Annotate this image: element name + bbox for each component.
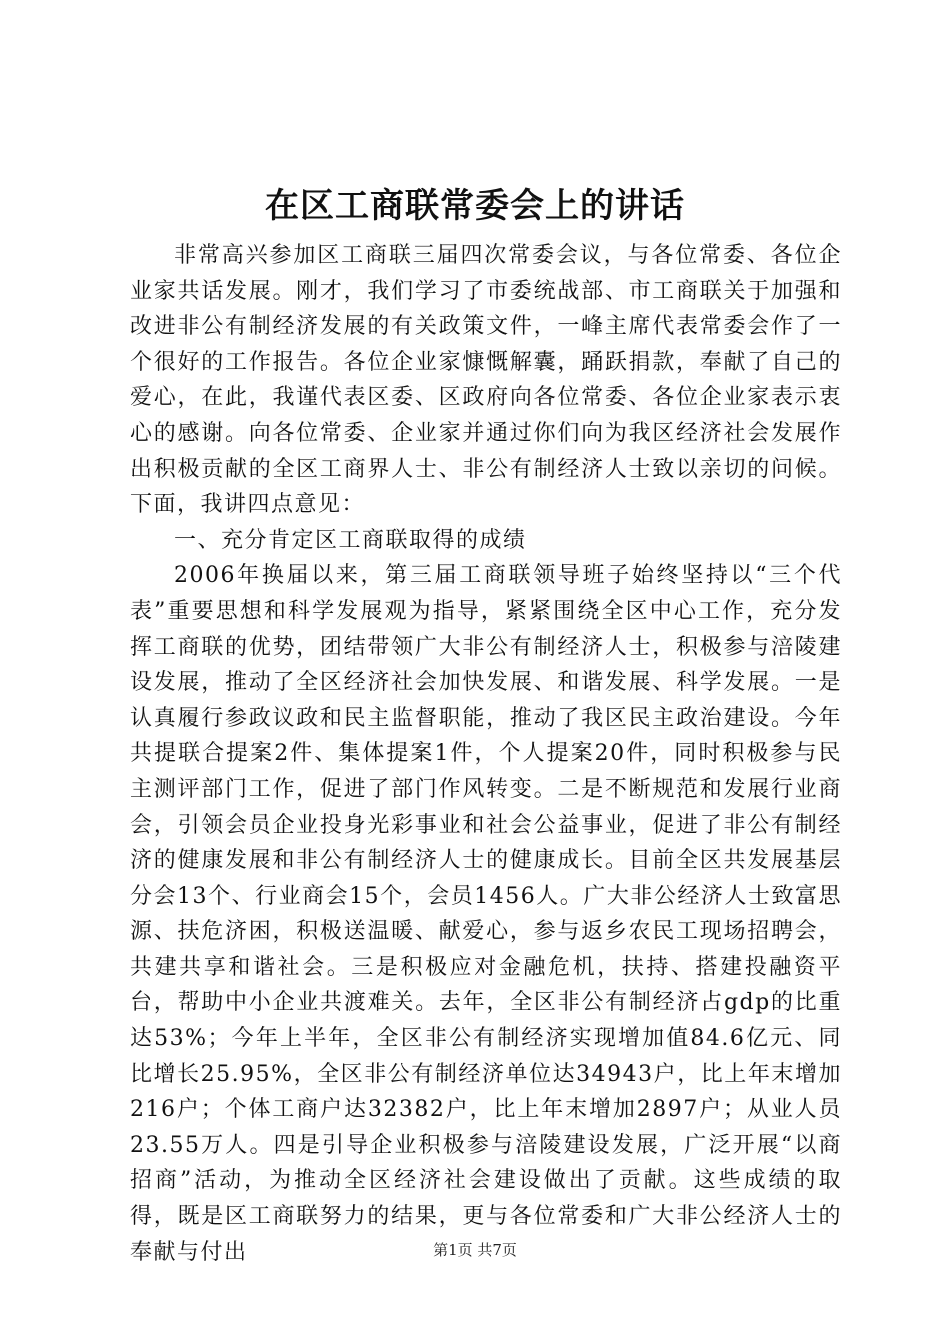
section-heading-1: 一、充分肯定区工商联取得的成绩 [174, 527, 527, 553]
document-body [130, 238, 842, 1270]
paragraph-intro: 非常高兴参加区工商联三届四次常委会议，与各位常委、各位企业家共话发展。刚才，我们学习了市委统战部、市工商联关于加强和改进非公有制经济发展的有关政策文件，一峰主席代表常委会作了一个很好的工作报告。各位企业家慷慨解囊，踊跃捐款，奉献了自己的爱心，在此，我谨代表区委、区政府向各位常委、各位企业家表示衷心的感谢。向各位常委、企业家并通过你们向为我区经济社会发展作出积极贡献的全区工商界人士、非公有制经济人士致以亲切的问候。下面，我讲四点意见： [130, 243, 842, 518]
document-title: 在区工商联常委会上的讲话 [265, 186, 685, 226]
paragraph-achievements: 2006年换届以来，第三届工商联领导班子始终坚持以“三个代表”重要思想和科学发展观为指导，紧紧围绕全区中心工作，充分发挥工商联的优势，团结带领广大非公有制经济人士，积极参与涪陵建设发展，推动了全区经济社会加快发展、和谐发展、科学发展。一是认真履行参政议政和民主监督职能，推动了我区民主政治建设。今年共提联合提案2件、集体提案1件，个人提案20件，同时积极参与民主测评部门工作，促进了部门作风转变。二是不断规范和发展行业商会，引领会员企业投身光彩事业和社会公益事业，促进了非公有制经济的健康发展和非公有制经济人士的健康成长。目前全区共发展基层分会13个、行业商会15个，会员1456人。广大非公经济人士致富思源、扶危济困，积极送温暖、献爱心，参与返乡农民工现场招聘会，共建共享和谐社会。三是积极应对金融危机，扶持、搭建投融资平台，帮助中小企业共渡难关。去年，全区非公有制经济占gdp的比重达53%；今年上半年，全区非公有制经济实现增加值84.6亿元、同比增长25.95%，全区非公有制经济单位达34943户，比上年末增加216户；个体工商户达32382户，比上年末增加2897户；从业人员23.55万人。四是引导企业积极参与涪陵建设发展，广泛开展“以商招商”活动，为推动全区经济社会建设做出了贡献。这些成绩的取得，既是区工商联努力的结果，更与各位常委和广大非公经济人士的奉献与付出 [130, 563, 842, 1265]
page-footer: 第1页 共7页 [433, 1241, 517, 1259]
